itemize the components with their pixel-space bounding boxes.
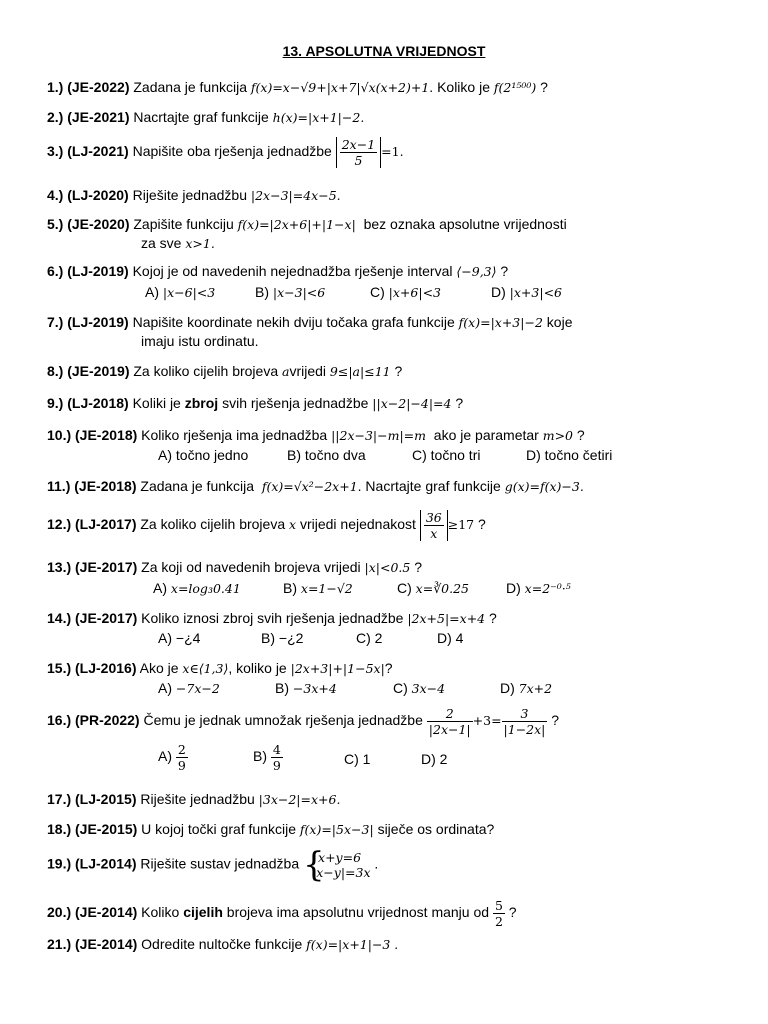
- question-14: [47, 610, 497, 626]
- math-expression: ≥17: [447, 517, 475, 533]
- question-text: svih rješenja jednadžbe: [222, 395, 369, 411]
- option-d: D) 2: [421, 751, 448, 767]
- question-text: Napišite koordinate nekih dviju točaka grafa funkcije: [132, 314, 455, 330]
- question-end: ?: [489, 610, 497, 626]
- fraction: [427, 706, 473, 737]
- question-text: Nacrtajte graf funkcije: [133, 109, 269, 125]
- option-math: |x−3|<6: [272, 285, 326, 300]
- option-math: −3x+4: [292, 681, 337, 696]
- math-expression: 9≤|a|≤11: [329, 364, 391, 379]
- question-text: Riješite jednadžbu: [140, 791, 255, 807]
- option-c: C) 2: [356, 630, 383, 646]
- math-expression: x∈⟨1,3⟩: [182, 661, 229, 676]
- question-end: ?: [508, 904, 517, 921]
- question-label: 13.) (JE-2017): [47, 559, 138, 575]
- option-letter: C): [397, 580, 412, 596]
- emphasis-text: zbroj: [184, 395, 219, 411]
- fraction: [424, 510, 444, 541]
- option-a: [145, 284, 215, 300]
- option-a: [158, 680, 220, 696]
- math-expression: f(x)=|5x−3|: [299, 822, 374, 837]
- fraction-numerator: 2x−1: [341, 137, 376, 152]
- question-end: ?: [414, 559, 423, 575]
- system-equation-1: x+y=6: [318, 850, 362, 865]
- option-letter: A): [153, 580, 167, 596]
- math-expression: |2x+5|=x+4: [407, 611, 486, 626]
- math-expression: a: [282, 364, 290, 379]
- question-8: [47, 363, 402, 379]
- question-4: [47, 187, 341, 203]
- option-a: A) točno jedno: [158, 447, 249, 463]
- option-letter: C): [393, 680, 408, 696]
- equation-system: [303, 845, 371, 885]
- question-label: 5.) (JE-2020): [47, 216, 130, 232]
- question-text: bez oznaka apsolutne vrijednosti: [363, 216, 567, 232]
- math-expression: +3=: [472, 713, 502, 729]
- question-label: 21.) (JE-2014): [47, 936, 138, 952]
- question-end: .: [374, 855, 379, 872]
- math-expression: =1.: [381, 144, 404, 160]
- question-1: [47, 79, 548, 95]
- question-end: ?: [394, 363, 403, 379]
- question-text: . Nacrtajte graf funkcije: [357, 478, 501, 494]
- question-text: U kojoj točki graf funkcije: [141, 821, 297, 837]
- option-c: C) 1: [344, 751, 371, 767]
- question-label: 16.) (PR-2022): [47, 712, 140, 729]
- option-c: [370, 284, 441, 300]
- fraction-denominator: 2: [494, 914, 503, 929]
- fraction: [176, 742, 188, 773]
- question-text: Koliki je: [132, 395, 181, 411]
- question-label: 20.) (JE-2014): [47, 904, 138, 921]
- option-c: [397, 580, 469, 596]
- option-math: |x−6|<3: [162, 285, 216, 300]
- question-5: [47, 216, 567, 232]
- option-math: x=log₃0.41: [170, 581, 241, 596]
- option-math: x=∛0.25: [415, 581, 469, 596]
- question-7-continuation: [141, 333, 259, 349]
- question-end: ?: [500, 263, 509, 279]
- question-text: Za koji od navedenih brojeva vrijedi: [141, 559, 361, 575]
- fraction-numerator: 36: [425, 510, 442, 525]
- question-text: . Koliko je: [429, 79, 490, 95]
- question-end: ?: [551, 712, 560, 729]
- option-b: [253, 742, 283, 773]
- question-18: [47, 821, 494, 837]
- option-d: [500, 680, 552, 696]
- question-label: 12.) (LJ-2017): [47, 516, 137, 533]
- question-label: 10.) (JE-2018): [47, 427, 138, 443]
- question-text: Za koliko cijelih brojeva: [140, 516, 286, 533]
- fraction-denominator: |1−2x|: [503, 722, 546, 737]
- question-text: siječe os ordinata?: [377, 821, 495, 837]
- question-end: ?: [478, 516, 486, 533]
- question-text: Zapišite funkciju: [133, 216, 234, 232]
- question-label: 11.) (JE-2018): [47, 478, 137, 494]
- question-text: Koliko: [141, 904, 180, 921]
- question-text: koje: [546, 314, 573, 330]
- option-letter: A): [145, 284, 159, 300]
- math-expression: f(x)=|x+1|−3: [306, 937, 391, 952]
- math-expression: |3x−2|=x+6.: [258, 792, 341, 807]
- question-end: .: [394, 936, 399, 952]
- option-b: B) −¿2: [261, 630, 304, 646]
- option-d: [506, 580, 571, 596]
- question-label: 18.) (JE-2015): [47, 821, 138, 837]
- question-label: 19.) (LJ-2014): [47, 855, 137, 872]
- fraction: [340, 137, 377, 168]
- fraction-numerator: 2: [177, 742, 186, 757]
- fraction-numerator: 5: [494, 898, 503, 913]
- question-label: 8.) (JE-2019): [47, 363, 130, 379]
- option-b: [283, 580, 353, 596]
- option-math: 3x−4: [411, 681, 446, 696]
- emphasis-text: cijelih: [183, 904, 223, 921]
- brace-icon: {: [303, 845, 325, 885]
- question-text: Za koliko cijelih brojeva: [133, 363, 279, 379]
- option-d: D) točno četiri: [526, 447, 613, 463]
- question-9: [47, 395, 463, 411]
- option-letter: D): [500, 680, 515, 696]
- question-15: [47, 660, 393, 676]
- question-10: [47, 427, 585, 443]
- option-letter: B): [275, 680, 289, 696]
- option-math: 7x+2: [518, 681, 553, 696]
- question-21: [47, 936, 398, 952]
- option-math: −7x−2: [175, 681, 220, 696]
- question-end: ?: [540, 79, 548, 95]
- question-text: , koliko je: [228, 660, 287, 676]
- fraction-numerator: 2: [445, 706, 454, 721]
- question-3: [47, 137, 404, 168]
- question-label: 2.) (JE-2021): [47, 109, 130, 125]
- option-a: [153, 580, 241, 596]
- page-title: 13. APSOLUTNA VRIJEDNOST: [282, 43, 486, 59]
- question-text: Kojoj je od navedenih nejednadžba rješenje interval: [132, 263, 453, 279]
- option-a: [158, 742, 188, 773]
- option-b: [275, 680, 337, 696]
- question-11: [47, 478, 584, 494]
- fraction-denominator: |2x−1|: [428, 722, 471, 737]
- fraction-numerator: 3: [520, 706, 529, 721]
- fraction-denominator: 9: [177, 758, 186, 773]
- question-text: Zadana je funkcija: [140, 478, 255, 494]
- question-label: 3.) (LJ-2021): [47, 143, 129, 160]
- fraction: [502, 706, 548, 737]
- fraction: [271, 742, 283, 773]
- absolute-value: [336, 137, 381, 168]
- math-expression: f(x)=|x+3|−2: [458, 315, 543, 330]
- option-b: B) točno dva: [287, 447, 366, 463]
- math-expression: ||2x−3|−m|=m: [331, 428, 426, 443]
- math-expression: f(x)=√x²−2x+1: [261, 479, 358, 494]
- question-text: vrijedi nejednakost: [299, 516, 416, 533]
- question-5-continuation: [141, 235, 215, 251]
- question-2: [47, 109, 364, 125]
- option-letter: C): [370, 284, 385, 300]
- question-text: Riješite jednadžbu: [132, 187, 247, 203]
- question-17: [47, 791, 340, 807]
- question-text: Napišite oba rješenja jednadžbe: [132, 143, 332, 160]
- option-math: x=2⁻⁰·⁵: [524, 581, 571, 596]
- math-expression: h(x)=|x+1|−2.: [272, 110, 365, 125]
- question-19: [47, 845, 379, 885]
- question-12: [47, 510, 486, 541]
- fraction: [493, 898, 505, 929]
- math-expression: ⟨−9,3⟩: [456, 264, 497, 279]
- option-math: x=1−√2: [300, 581, 353, 596]
- question-text: imaju istu ordinatu.: [141, 333, 259, 349]
- question-16: [47, 706, 559, 737]
- option-d: [491, 284, 562, 300]
- option-letter: B): [253, 748, 267, 765]
- question-text: ako je parametar: [433, 427, 539, 443]
- absolute-value: [420, 510, 448, 541]
- question-text: Riješite sustav jednadžba: [140, 855, 300, 872]
- math-expression: |x|<0.5: [364, 560, 411, 575]
- question-13: [47, 559, 422, 575]
- question-text: Koliko iznosi zbroj svih rješenja jednadžbe: [141, 610, 404, 626]
- question-label: 1.) (JE-2022): [47, 79, 130, 95]
- option-math: |x+3|<6: [509, 285, 562, 300]
- question-text: Ako je: [139, 660, 179, 676]
- math-expression: x>1.: [185, 236, 215, 251]
- fraction-numerator: 4: [272, 742, 281, 757]
- question-label: 4.) (LJ-2020): [47, 187, 129, 203]
- math-expression: g(x)=f(x)−3.: [504, 479, 584, 494]
- option-letter: D): [491, 284, 506, 300]
- math-expression: f(x)=x−√9+|x+7|√x(x+2)+1: [250, 80, 430, 95]
- question-text: Koliko rješenja ima jednadžba: [141, 427, 328, 443]
- question-label: 15.) (LJ-2016): [47, 660, 137, 676]
- option-letter: A): [158, 748, 172, 765]
- question-text: Čemu je jednak umnožak rješenja jednadžbe: [143, 712, 423, 729]
- question-label: 17.) (LJ-2015): [47, 791, 137, 807]
- option-letter: D): [506, 580, 521, 596]
- option-d: D) 4: [437, 630, 464, 646]
- question-text: za sve: [141, 235, 182, 251]
- option-letter: B): [283, 580, 297, 596]
- fraction-denominator: 9: [272, 758, 281, 773]
- option-a: A) −¿4: [158, 630, 201, 646]
- question-label: 14.) (JE-2017): [47, 610, 138, 626]
- question-text: Odredite nultočke funkcije: [141, 936, 303, 952]
- fraction-denominator: x: [424, 525, 444, 541]
- option-c: [393, 680, 445, 696]
- option-b: [255, 284, 325, 300]
- question-7: [47, 314, 572, 330]
- math-expression: |2x+3|+|1−5x|: [290, 661, 385, 676]
- math-expression: x: [289, 517, 297, 533]
- question-text: brojeva ima apsolutnu vrijednost manju od: [226, 904, 490, 921]
- question-label: 9.) (LJ-2018): [47, 395, 129, 411]
- option-letter: A): [158, 680, 172, 696]
- question-text: Zadana je funkcija: [133, 79, 248, 95]
- fraction-denominator: 5: [340, 152, 377, 168]
- option-c: C) točno tri: [412, 447, 481, 463]
- math-expression: ||x−2|−4|=4: [372, 396, 452, 411]
- system-equation-2: |x−y|=3x: [312, 865, 371, 880]
- question-20: [47, 898, 517, 929]
- question-label: 6.) (LJ-2019): [47, 263, 129, 279]
- math-expression: |2x−3|=4x−5.: [250, 188, 341, 203]
- question-6: [47, 263, 508, 279]
- question-end: ?: [455, 395, 464, 411]
- option-letter: B): [255, 284, 269, 300]
- math-expression: f(2¹⁵⁰⁰): [493, 80, 537, 95]
- option-math: |x+6|<3: [388, 285, 441, 300]
- question-end: ?: [576, 427, 585, 443]
- math-expression: f(x)=|2x+6|+|1−x|: [237, 217, 356, 232]
- question-text: vrijedi: [289, 363, 327, 379]
- question-end: ?: [384, 660, 393, 676]
- question-label: 7.) (LJ-2019): [47, 314, 129, 330]
- math-expression: m>0: [542, 428, 574, 443]
